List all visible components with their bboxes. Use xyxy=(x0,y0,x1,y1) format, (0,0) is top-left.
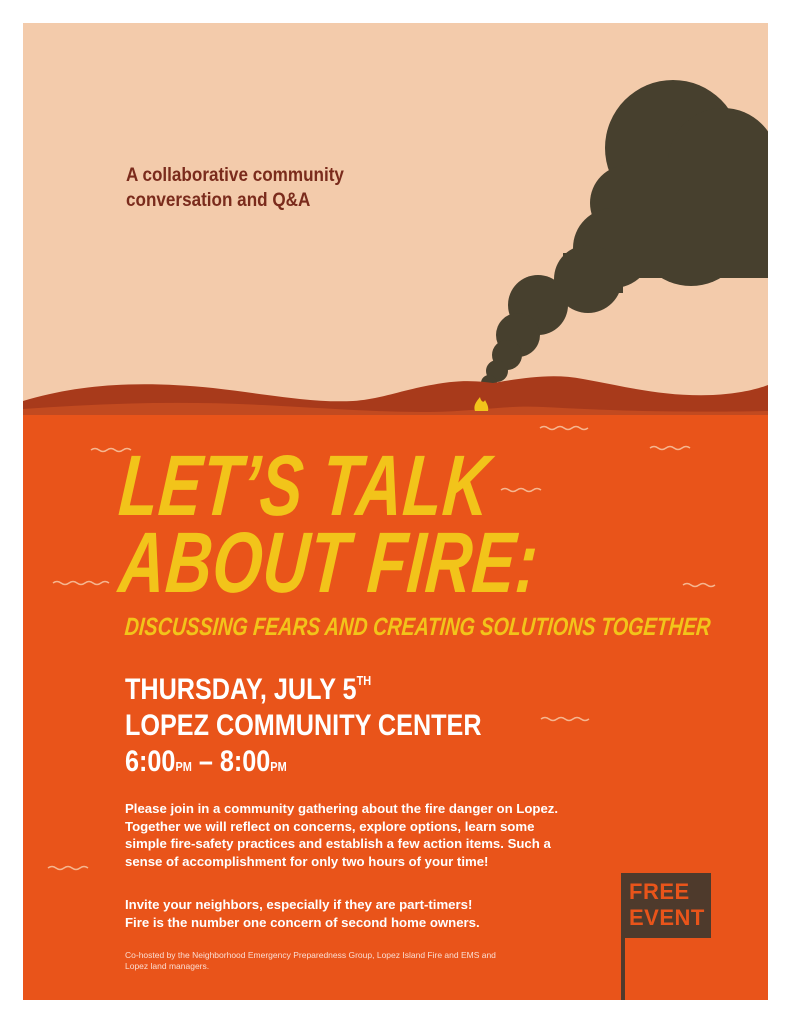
free-event-badge xyxy=(621,873,711,938)
event-date-suffix: TH xyxy=(356,673,372,688)
body-line: Invite your neighbors, especially if they are part-timers! xyxy=(125,897,473,912)
body-line: sense of accomplishment for only two hours of your time! xyxy=(125,853,489,869)
cohost-credits xyxy=(125,950,585,972)
body-line: Together we will reflect on concerns, explore options, learn some xyxy=(125,818,535,834)
event-date xyxy=(125,673,371,707)
body-paragraph-2 xyxy=(125,896,595,931)
end-time: 8:00 xyxy=(219,745,271,778)
body-line: Please join in a community gathering about the fire danger on Lopez. xyxy=(125,801,559,816)
intro-subtitle xyxy=(126,163,414,213)
badge-line: EVENT xyxy=(629,905,705,930)
event-time xyxy=(125,745,287,779)
body-paragraph-1 xyxy=(125,800,595,870)
badge-flagpole xyxy=(621,933,625,1000)
badge-line: FREE xyxy=(629,879,690,904)
smoke-plume-icon xyxy=(481,80,768,396)
subtitle-line: A collaborative community xyxy=(126,165,344,186)
body-line: simple fire-safety practices and establish a few action items. Such a xyxy=(125,836,551,851)
cohost-line: Lopez land managers. xyxy=(125,961,210,971)
headline-line: LET’S TALK xyxy=(115,438,494,534)
start-ampm: PM xyxy=(175,759,192,774)
time-dash: – xyxy=(191,745,220,778)
end-ampm: PM xyxy=(270,759,287,774)
tagline: DISCUSSING FEARS AND CREATING SOLUTIONS TOGETHER xyxy=(123,613,712,641)
event-date-text: THURSDAY, JULY 5 xyxy=(125,673,357,706)
headline-line: ABOUT FIRE: xyxy=(115,515,542,611)
body-line: Fire is the number one concern of second home owners. xyxy=(125,914,480,930)
cohost-line: Co-hosted by the Neighborhood Emergency Preparedness Group, Lopez Island Fire and EMS and xyxy=(125,950,496,960)
subtitle-line: conversation and Q&A xyxy=(126,190,311,211)
event-venue: LOPEZ COMMUNITY CENTER xyxy=(125,709,482,742)
event-poster xyxy=(23,23,768,1000)
start-time: 6:00 xyxy=(125,745,176,778)
